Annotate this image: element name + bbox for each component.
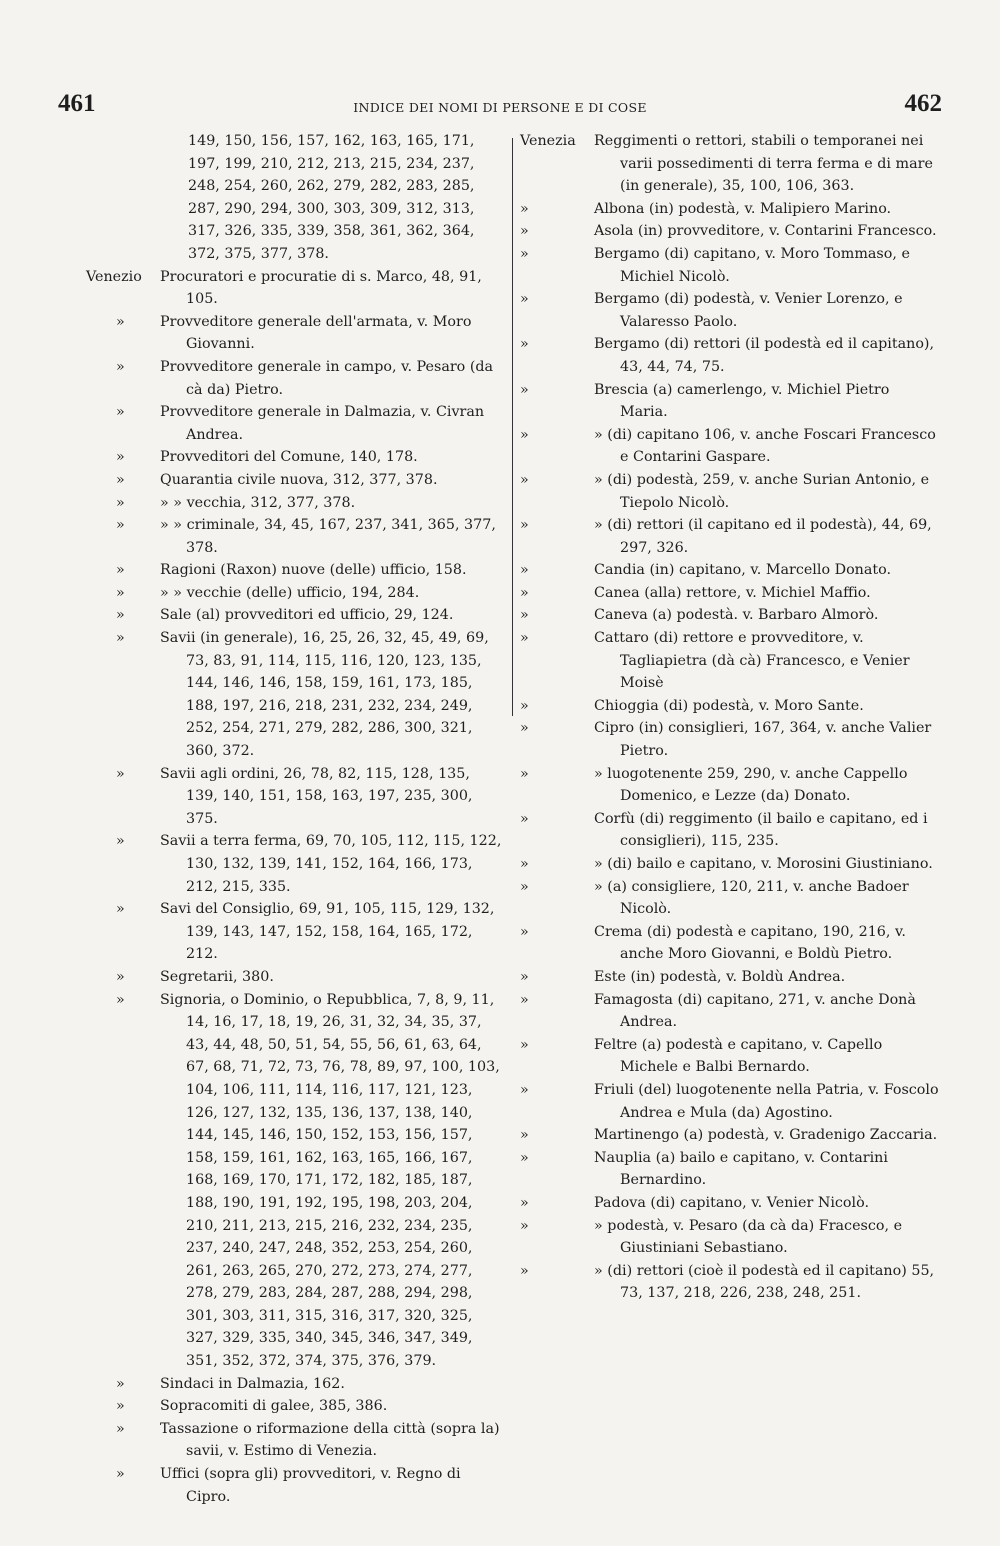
index-entry	[520, 469, 940, 514]
index-entry	[520, 604, 940, 627]
ditto-mark: »	[520, 291, 529, 308]
index-entry	[520, 695, 940, 718]
ditto-mark: »	[116, 562, 125, 579]
ditto-mark: »	[520, 245, 529, 262]
entry-text: » podestà, v. Pesaro (da cà da) Fracesco, e Giustiniani Sebastiano.	[594, 1217, 903, 1257]
ditto-mark: »	[520, 1217, 529, 1234]
ditto-mark: »	[116, 1420, 125, 1437]
entry-text: Sindaci in Dalmazia, 162.	[160, 1375, 345, 1392]
index-entry	[86, 1373, 506, 1396]
index-entry	[520, 424, 940, 469]
index-entry	[86, 130, 506, 266]
ditto-mark: »	[116, 991, 125, 1008]
index-entry	[520, 1034, 940, 1079]
entry-text: Candia (in) capitano, v. Marcello Donato.	[594, 562, 892, 579]
entry-text: Bergamo (di) capitano, v. Moro Tommaso, e Michiel Nicolò.	[594, 245, 910, 285]
entry-text: Corfù (di) reggimento (il bailo e capitano, ed i consiglieri), 115, 235.	[594, 810, 928, 850]
ditto-mark: »	[520, 381, 529, 398]
index-entry	[520, 1260, 940, 1305]
index-entry	[520, 1192, 940, 1215]
index-entry	[86, 356, 506, 401]
ditto-mark: »	[520, 765, 529, 782]
entry-text: Signoria, o Dominio, o Repubblica, 7, 8, 9, 11, 14, 16, 17, 18, 19, 26, 31, 32, 34, 35, 37, 43, 44, 48, 50, 51, 54, 55, 56, 61, 63, 64, 67, 68, 71, 72, 73, 76, 78, 89, 97, 100, 103, 104, 106, 111, 114, 116, 117, 121, 123, 126, 127, 132, 135, 136, 137, 138, 140, 144, 145, 146, 150, 152, 153, 156, 157, 158, 159, 161, 162, 163, 165, 166, 167, 168, 169, 170, 171, 172, 182, 185, 187, 188, 190, 191, 192, 195, 198, 203, 204, 210, 211, 213, 215, 216, 232, 234, 235, 237, 240, 247, 248, 352, 253, 254, 260, 261, 263, 265, 270, 272, 273, 274, 277, 278, 279, 283, 284, 287, 288, 294, 298, 301, 303, 311, 315, 316, 317, 320, 325, 327, 329, 335, 340, 345, 346, 347, 349, 351, 352, 372, 374, 375, 376, 379.	[160, 991, 500, 1370]
entry-text: Provveditore generale in campo, v. Pesaro (da cà da) Pietro.	[160, 358, 494, 398]
ditto-mark: »	[520, 991, 529, 1008]
index-entry	[86, 830, 506, 898]
ditto-mark: »	[116, 1375, 125, 1392]
ditto-mark: »	[520, 810, 529, 827]
ditto-mark: »	[520, 1149, 529, 1166]
ditto-mark: »	[520, 878, 529, 895]
index-entry	[520, 243, 940, 288]
entry-text: Brescia (a) camerlengo, v. Michiel Pietro Maria.	[594, 381, 890, 421]
entry-text: Segretarii, 380.	[160, 968, 274, 985]
entry-heading: Venezia	[520, 133, 576, 149]
index-entry	[520, 288, 940, 333]
entry-text: Este (in) podestà, v. Boldù Andrea.	[594, 968, 846, 985]
entry-text: Crema (di) podestà e capitano, 190, 216, v. anche Moro Giovanni, e Boldù Pietro.	[594, 923, 906, 963]
page-header	[0, 90, 1000, 130]
entry-text: » » vecchie (delle) ufficio, 194, 284.	[160, 584, 420, 601]
entry-text: Martinengo (a) podestà, v. Gradenigo Zaccaria.	[594, 1127, 938, 1144]
page-number-right: 462	[904, 90, 942, 117]
ditto-mark: »	[116, 313, 125, 330]
index-entry	[86, 1463, 506, 1508]
entry-text: Cipro (in) consiglieri, 167, 364, v. anche Valier Pietro.	[594, 720, 932, 760]
entry-heading: Venezio	[86, 268, 142, 285]
entry-text: Quarantia civile nuova, 312, 377, 378.	[160, 471, 438, 488]
entry-text: Provveditori del Comune, 140, 178.	[160, 449, 418, 466]
index-entry	[520, 379, 940, 424]
ditto-mark: »	[520, 517, 529, 534]
entry-text: Sale (al) provveditori ed ufficio, 29, 124.	[160, 607, 454, 624]
index-entry	[520, 198, 940, 221]
ditto-mark: »	[116, 1398, 125, 1415]
index-entry	[520, 582, 940, 605]
ditto-mark: »	[116, 517, 125, 534]
ditto-mark: »	[520, 968, 529, 985]
ditto-mark: »	[116, 358, 125, 375]
index-entry	[86, 604, 506, 627]
entry-text: Bergamo (di) rettori (il podestà ed il capitano), 43, 44, 74, 75.	[594, 336, 935, 375]
ditto-mark: »	[116, 901, 125, 918]
entry-text: » (a) consigliere, 120, 211, v. anche Badoer Nicolò.	[594, 878, 909, 918]
index-entry	[86, 311, 506, 356]
entry-text: Bergamo (di) podestà, v. Venier Lorenzo, e Valaresso Paolo.	[594, 291, 903, 330]
ditto-mark: »	[520, 697, 529, 714]
index-column-left	[86, 130, 506, 1508]
ditto-mark: »	[116, 584, 125, 601]
index-entry	[86, 469, 506, 492]
entry-text: » (di) rettori (il capitano ed il podestà), 44, 69, 297, 326.	[594, 517, 932, 556]
entry-text: Procuratori e procuratie di s. Marco, 48, 91, 105.	[160, 268, 482, 308]
index-entry	[86, 1418, 506, 1463]
entry-text: 149, 150, 156, 157, 162, 163, 165, 171, 197, 199, 210, 212, 213, 215, 234, 237, 248, 254, 260, 262, 279, 282, 283, 285, 287, 290, 294, 300, 303, 309, 312, 313, 317, 326, 335, 339, 358, 361, 362, 364, 372, 375, 377, 378.	[188, 133, 475, 262]
ditto-mark: »	[520, 471, 529, 488]
entry-text: Savii (in generale), 16, 25, 26, 32, 45, 49, 69, 73, 83, 91, 114, 115, 116, 120, 123, 135, 144, 146, 146, 158, 159, 161, 173, 185, 188, 197, 216, 218, 231, 232, 234, 249, 252, 254, 271, 279, 282, 286, 300, 321, 360, 372.	[160, 630, 489, 760]
running-title: INDICE DEI NOMI DI PERSONE E DI COSE	[353, 100, 647, 115]
index-entry	[520, 333, 940, 378]
ditto-mark: »	[520, 223, 529, 240]
ditto-mark: »	[520, 584, 529, 601]
ditto-mark: »	[116, 968, 125, 985]
ditto-mark: »	[116, 607, 125, 624]
page-number-left: 461	[58, 90, 96, 117]
ditto-mark: »	[520, 1127, 529, 1144]
index-entry	[86, 627, 506, 763]
index-entry	[520, 989, 940, 1034]
index-entry	[86, 582, 506, 605]
ditto-mark: »	[520, 630, 529, 647]
entry-text: Savi del Consiglio, 69, 91, 105, 115, 129, 132, 139, 143, 147, 152, 158, 164, 165, 172, 212.	[160, 901, 495, 963]
ditto-mark: »	[520, 426, 529, 443]
entry-text: » (di) bailo e capitano, v. Morosini Giustiniano.	[594, 856, 933, 872]
entry-text: Sopracomiti di galee, 385, 386.	[160, 1398, 388, 1415]
ditto-mark: »	[520, 607, 529, 624]
entry-text: Provveditore generale in Dalmazia, v. Civran Andrea.	[160, 404, 485, 443]
ditto-mark: »	[520, 336, 529, 353]
entry-text: » luogotenente 259, 290, v. anche Cappello Domenico, e Lezze (da) Donato.	[594, 765, 908, 805]
index-entry	[520, 1079, 940, 1124]
index-entry	[520, 717, 940, 762]
entry-text: Padova (di) capitano, v. Venier Nicolò.	[594, 1194, 869, 1211]
index-entry	[520, 808, 940, 853]
ditto-mark: »	[116, 765, 125, 782]
entry-text: Provveditore generale dell'armata, v. Moro Giovanni.	[160, 313, 472, 353]
ditto-mark: »	[116, 630, 125, 647]
entry-text: Feltre (a) podestà e capitano, v. Capello Michele e Balbi Bernardo.	[594, 1036, 883, 1076]
index-entry	[520, 627, 940, 695]
index-entry	[520, 220, 940, 243]
entry-text: » » criminale, 34, 45, 167, 237, 341, 365, 377, 378.	[160, 517, 496, 556]
entry-text: Caneva (a) podestà. v. Barbaro Almorò.	[594, 607, 879, 624]
ditto-mark: »	[520, 1262, 529, 1279]
entry-text: Friuli (del) luogotenente nella Patria, v. Foscolo Andrea e Mula (da) Agostino.	[594, 1081, 939, 1121]
index-entry	[86, 401, 506, 446]
entry-text: Canea (alla) rettore, v. Michiel Maffio.	[594, 584, 871, 601]
ditto-mark: »	[116, 1466, 125, 1483]
index-entry	[86, 898, 506, 966]
index-entry	[520, 1147, 940, 1192]
index-entry	[520, 853, 940, 876]
index-entry	[86, 1395, 506, 1418]
index-entry	[86, 446, 506, 469]
entry-text: » (di) capitano 106, v. anche Foscari Francesco e Contarini Gaspare.	[594, 426, 936, 466]
index-entry	[86, 266, 506, 311]
index-column-right	[520, 130, 940, 1305]
entry-text: Chioggia (di) podestà, v. Moro Sante.	[594, 697, 864, 714]
entry-text: Asola (in) provveditore, v. Contarini Francesco.	[594, 223, 937, 240]
entry-text: Savii a terra ferma, 69, 70, 105, 112, 115, 122, 130, 132, 139, 141, 152, 164, 166, 173, 212, 215, 335.	[160, 833, 502, 895]
entry-text: Tassazione o riformazione della città (sopra la) savii, v. Estimo di Venezia.	[160, 1420, 500, 1460]
entry-text: Ragioni (Raxon) nuove (delle) ufficio, 158.	[160, 562, 467, 579]
index-entry	[520, 1215, 940, 1260]
column-divider	[512, 138, 513, 716]
ditto-mark: »	[116, 494, 125, 511]
index-entry	[520, 130, 940, 198]
ditto-mark: »	[116, 404, 125, 421]
ditto-mark: »	[520, 1194, 529, 1211]
entry-text: Albona (in) podestà, v. Malipiero Marino.	[594, 200, 892, 217]
index-entry	[520, 763, 940, 808]
index-entry	[520, 559, 940, 582]
ditto-mark: »	[520, 856, 529, 872]
entry-text: Reggimenti o rettori, stabili o temporanei nei varii possedimenti di terra ferma e di mare (in generale), 35, 100, 106, 363.	[594, 133, 933, 195]
index-entry	[86, 966, 506, 989]
index-entry	[86, 989, 506, 1373]
ditto-mark: »	[520, 1036, 529, 1053]
entry-text: Nauplia (a) bailo e capitano, v. Contarini Bernardino.	[594, 1149, 888, 1189]
index-entry	[86, 514, 506, 559]
index-entry	[520, 876, 940, 921]
index-entry	[520, 966, 940, 989]
index-entry	[86, 559, 506, 582]
ditto-mark: »	[520, 562, 529, 579]
entry-text: Cattaro (di) rettore e provveditore, v. Tagliapietra (dà cà) Francesco, e Venier Moisè	[594, 630, 910, 692]
ditto-mark: »	[116, 449, 125, 466]
index-entry	[86, 492, 506, 515]
entry-text: » (di) podestà, 259, v. anche Surian Antonio, e Tiepolo Nicolò.	[594, 471, 930, 511]
index-entry	[520, 514, 940, 559]
entry-text: Savii agli ordini, 26, 78, 82, 115, 128, 135, 139, 140, 151, 158, 163, 197, 235, 300, 375.	[160, 765, 473, 827]
ditto-mark: »	[520, 200, 529, 217]
index-entry	[520, 1124, 940, 1147]
entry-text: » » vecchia, 312, 377, 378.	[160, 494, 356, 511]
entry-text: » (di) rettori (cioè il podestà ed il capitano) 55, 73, 137, 218, 226, 238, 248, 251.	[594, 1262, 935, 1302]
index-entry	[86, 763, 506, 831]
entry-text: Uffici (sopra gli) provveditori, v. Regno di Cipro.	[160, 1466, 461, 1505]
ditto-mark: »	[520, 720, 529, 737]
ditto-mark: »	[116, 471, 125, 488]
ditto-mark: »	[520, 923, 529, 940]
ditto-mark: »	[116, 833, 125, 850]
ditto-mark: »	[520, 1081, 529, 1098]
entry-text: Famagosta (di) capitano, 271, v. anche Donà Andrea.	[594, 991, 916, 1031]
index-entry	[520, 921, 940, 966]
